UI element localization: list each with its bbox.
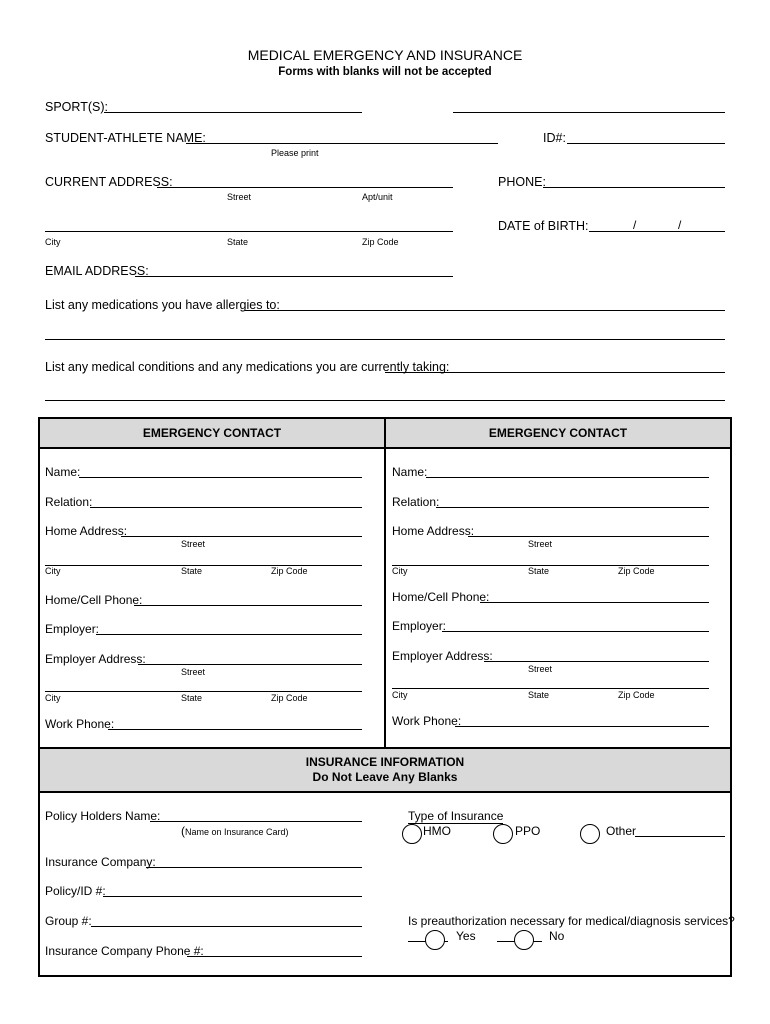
ec1-relation-label: Relation: xyxy=(45,495,93,509)
no-label: No xyxy=(549,929,565,943)
zip-hint: Zip Code xyxy=(362,237,399,247)
city-hint: City xyxy=(45,237,61,247)
company-phone-label: Insurance Company Phone #: xyxy=(45,944,204,958)
ec1-home-cell-label: Home/Cell Phone: xyxy=(45,593,143,607)
please-print-hint: Please print xyxy=(271,148,319,158)
address-line[interactable] xyxy=(157,187,453,188)
phone-line[interactable] xyxy=(543,187,725,188)
ec2-name-label: Name: xyxy=(392,465,428,479)
allergies-label: List any medications you have allergies to: xyxy=(45,298,280,312)
ec2-emp-city-hint: City xyxy=(392,690,408,700)
dob-slash-2: / xyxy=(678,218,682,232)
conditions-line-2[interactable] xyxy=(45,400,725,401)
page-subtitle: Forms with blanks will not be accepted xyxy=(278,66,492,78)
name-on-card-paren: ( xyxy=(181,824,185,838)
ec2-state-hint: State xyxy=(528,566,550,576)
ec2-emp-state-hint: State xyxy=(528,690,550,700)
ec1-emp-zip-hint: Zip Code xyxy=(271,693,308,703)
insurance-header-title: INSURANCE INFORMATION xyxy=(305,755,465,769)
ec1-employer-line[interactable] xyxy=(96,634,362,635)
sports-label: SPORT(S): xyxy=(45,100,108,114)
policy-holder-label: Policy Holders Name: xyxy=(45,809,161,823)
other-radio[interactable] xyxy=(580,824,600,844)
no-radio[interactable] xyxy=(514,930,534,950)
ec1-name-label: Name: xyxy=(45,465,81,479)
conditions-label: List any medical conditions and any medications you are currently taking: xyxy=(45,360,450,374)
ec1-name-line[interactable] xyxy=(79,477,362,478)
ec2-home-address-line[interactable] xyxy=(468,536,709,537)
ec1-zip-hint: Zip Code xyxy=(271,566,308,576)
ec1-city-line[interactable] xyxy=(45,565,362,566)
city-state-zip-line[interactable] xyxy=(45,231,453,232)
ec1-home-address-line[interactable] xyxy=(121,536,362,537)
dob-line[interactable] xyxy=(589,231,725,232)
ec2-emp-street-hint: Street xyxy=(528,664,553,674)
ec1-state-hint: State xyxy=(181,566,203,576)
other-line[interactable] xyxy=(635,836,725,837)
ec2-home-cell-line[interactable] xyxy=(480,602,709,603)
ec2-city-hint: City xyxy=(392,566,408,576)
ec2-employer-label: Employer: xyxy=(392,619,447,633)
group-line[interactable] xyxy=(91,926,362,927)
conditions-line-1[interactable] xyxy=(385,372,725,373)
ec2-name-line[interactable] xyxy=(426,477,709,478)
ec2-relation-line[interactable] xyxy=(436,507,709,508)
preauth-question: Is preauthorization necessary for medical/diagnosis services? xyxy=(408,914,735,928)
street-hint: Street xyxy=(227,192,252,202)
hmo-radio[interactable] xyxy=(402,824,422,844)
insurance-company-label: Insurance Company: xyxy=(45,855,156,869)
insurance-company-line[interactable] xyxy=(146,867,362,868)
ec2-employer-address-label: Employer Address: xyxy=(392,649,493,663)
insurance-header xyxy=(40,749,730,793)
policy-holder-line[interactable] xyxy=(150,821,362,822)
ec1-home-address-label: Home Address: xyxy=(45,524,128,538)
ec1-employer-label: Employer: xyxy=(45,622,100,636)
ec1-home-cell-line[interactable] xyxy=(134,605,362,606)
group-label: Group #: xyxy=(45,914,92,928)
emergency-header-left: EMERGENCY CONTACT xyxy=(40,419,384,449)
name-on-card-hint: Name on Insurance Card) xyxy=(185,827,289,837)
ec2-work-phone-label: Work Phone: xyxy=(392,714,462,728)
ec2-employer-address-line[interactable] xyxy=(484,661,709,662)
page-title: MEDICAL EMERGENCY AND INSURANCE xyxy=(247,47,523,63)
ppo-label: PPO xyxy=(515,824,541,838)
ec2-home-address-label: Home Address: xyxy=(392,524,475,538)
state-hint: State xyxy=(227,237,249,247)
email-label: EMAIL ADDRESS: xyxy=(45,264,149,278)
center-divider xyxy=(384,419,386,747)
ec2-home-cell-label: Home/Cell Phone: xyxy=(392,590,490,604)
hmo-label: HMO xyxy=(423,824,451,838)
ec1-city-hint: City xyxy=(45,566,61,576)
ec1-emp-city-hint: City xyxy=(45,693,61,703)
id-line[interactable] xyxy=(567,143,725,144)
ec2-relation-label: Relation: xyxy=(392,495,440,509)
sports-line-1[interactable] xyxy=(104,112,362,113)
address-label: CURRENT ADDRESS: xyxy=(45,175,173,189)
ec1-work-phone-label: Work Phone: xyxy=(45,717,115,731)
dob-slash-1: / xyxy=(633,218,637,232)
ec2-employer-line[interactable] xyxy=(442,631,709,632)
email-line[interactable] xyxy=(135,276,453,277)
id-label: ID#: xyxy=(543,131,566,145)
allergies-line-1[interactable] xyxy=(245,310,725,311)
ec1-relation-line[interactable] xyxy=(90,507,362,508)
dob-label: DATE of BIRTH: xyxy=(498,219,589,233)
ec2-zip-hint: Zip Code xyxy=(618,566,655,576)
policy-id-line[interactable] xyxy=(103,896,362,897)
student-name-label: STUDENT-ATHLETE NAME: xyxy=(45,131,206,145)
student-name-line[interactable] xyxy=(186,143,498,144)
ec1-street-hint: Street xyxy=(181,539,206,549)
policy-id-label: Policy/ID #: xyxy=(45,884,106,898)
ec1-emp-city-line[interactable] xyxy=(45,691,362,692)
ec2-work-phone-line[interactable] xyxy=(455,726,709,727)
sports-line-2[interactable] xyxy=(453,112,725,113)
ec2-emp-city-line[interactable] xyxy=(392,688,709,689)
other-label: Other xyxy=(606,824,637,838)
ppo-radio[interactable] xyxy=(493,824,513,844)
ec1-employer-address-line[interactable] xyxy=(138,664,362,665)
allergies-line-2[interactable] xyxy=(45,339,725,340)
insurance-header-subtitle: Do Not Leave Any Blanks xyxy=(312,770,458,784)
yes-radio[interactable] xyxy=(425,930,445,950)
ec2-city-line[interactable] xyxy=(392,565,709,566)
ec1-emp-state-hint: State xyxy=(181,693,203,703)
ec1-work-phone-line[interactable] xyxy=(108,729,362,730)
apt-hint: Apt/unit xyxy=(362,192,393,202)
ec2-street-hint: Street xyxy=(528,539,553,549)
phone-label: PHONE: xyxy=(498,175,546,189)
ec1-emp-street-hint: Street xyxy=(181,667,206,677)
company-phone-line[interactable] xyxy=(187,956,362,957)
ec1-employer-address-label: Employer Address: xyxy=(45,652,146,666)
emergency-header-right: EMERGENCY CONTACT xyxy=(386,419,730,449)
yes-label: Yes xyxy=(456,929,476,943)
ec2-emp-zip-hint: Zip Code xyxy=(618,690,655,700)
insurance-type-label: Type of Insurance xyxy=(408,809,504,823)
